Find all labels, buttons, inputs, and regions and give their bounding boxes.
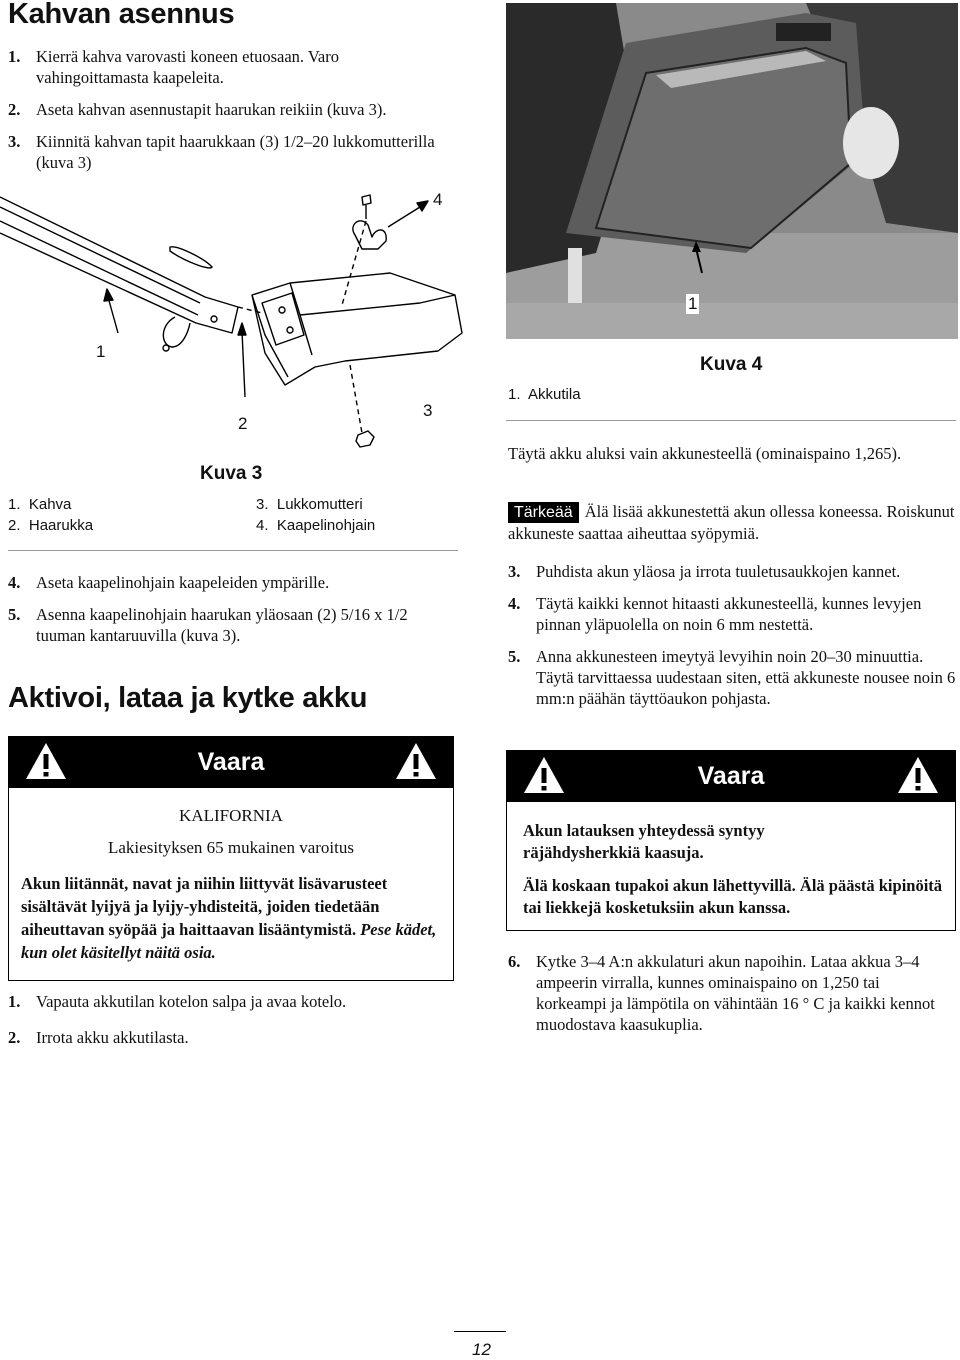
figure-4-caption: Kuva 4 bbox=[700, 354, 763, 375]
list-item: 2. Aseta kahvan asennustapit haarukan reikiin (kuva 3). bbox=[8, 100, 387, 119]
intro-paragraph: Täytä akku aluksi vain akkunesteellä (ominaispaino 1,265). bbox=[508, 444, 902, 463]
figure-3-callout-3: 3 bbox=[423, 401, 433, 420]
figure-4-callout-1: 1 bbox=[688, 294, 698, 313]
list-item: 2. Irrota akku akkutilasta. bbox=[8, 1028, 189, 1047]
charge-steps-list bbox=[508, 951, 948, 1046]
list-item: 1. Kierrä kahva varovasti koneen etuosaan. Varo vahingoittamasta kaapeleita. bbox=[8, 47, 339, 87]
divider bbox=[506, 420, 956, 421]
warning-box bbox=[506, 802, 956, 931]
figure-3-callout-2: 2 bbox=[238, 414, 248, 433]
page-title: Kahvan asennus bbox=[8, 0, 235, 30]
list-item: 3. Kiinnitä kahvan tapit haarukkaan (3) 1/2–20 lukkomutterilla (kuva 3) bbox=[8, 132, 435, 172]
section-title: Aktivoi, lataa ja kytke akku bbox=[8, 682, 368, 714]
figure-3-drawing bbox=[0, 185, 470, 470]
list-item: 4. Täytä kaikki kennot hitaasti akkunesteellä, kunnes levyjen pinnan yläpuolella on noin 6 mm nestettä. bbox=[508, 594, 922, 634]
list-item: 5. Anna akkunesteen imeytyä levyihin noin 20–30 minuuttia. Täytä tarvittaessa uudestaan siten, että akkuneste nousee noin 6 mm:n päähän täyttöaukon pohjasta. bbox=[508, 647, 956, 708]
battery-steps-list bbox=[8, 991, 448, 1059]
important-note: Tärkeää Älä lisää akkunestettä akun ollessa koneessa. Roiskunut akkuneste saattaa aiheuttaa syöpymiä. bbox=[508, 502, 955, 543]
warning-paragraph: Älä koskaan tupakoi akun lähettyvillä. Älä päästä kipinöitä tai liekkejä kosketuksiin akun kanssa. bbox=[523, 876, 943, 917]
cable-guide-steps-list bbox=[8, 572, 448, 657]
warning-triangle-icon bbox=[24, 741, 68, 781]
warning-triangle-icon bbox=[896, 755, 940, 795]
warning-line-1: KALIFORNIA bbox=[179, 806, 283, 825]
list-item: 3. Puhdista akun yläosa ja irrota tuuletusaukkojen kannet. bbox=[508, 562, 901, 581]
list-item: 1. Vapauta akkutilan kotelon salpa ja avaa kotelo. bbox=[8, 992, 347, 1011]
footer-rule bbox=[454, 1331, 506, 1332]
important-badge: Tärkeää bbox=[508, 502, 579, 523]
list-item: 6. Kytke 3–4 A:n akkulaturi akun napoihin. Lataa akkua 3–4 ampeerin virralla, kunnes ominaispaino on 1,250 tai korkeampi ja lämpötila on vähintään 16 ° C ja kaikki kennot muodostava kaasukuplia. bbox=[508, 952, 935, 1034]
warning-header: Vaara bbox=[8, 736, 454, 788]
warning-body: Akun liitännät, navat ja niihin liittyvät lisävarusteet sisältävät lyijyä ja lyijy-yhdisteitä, joiden tiedetään aiheuttavan syöpää ja haittaavan lisääntymistä. Pese kädet, kun olet käsitellyt näitä osia. bbox=[21, 874, 437, 962]
warning-triangle-icon bbox=[522, 755, 566, 795]
divider bbox=[8, 550, 458, 551]
figure-4-photo bbox=[506, 3, 958, 339]
figure-3-caption: Kuva 3 bbox=[200, 463, 263, 484]
handle-steps-list bbox=[8, 46, 448, 184]
list-item: 4. Aseta kaapelinohjain kaapeleiden ympärille. bbox=[8, 573, 330, 592]
warning-box bbox=[8, 788, 454, 981]
handle-tube bbox=[0, 197, 238, 333]
cable-guide bbox=[353, 221, 386, 249]
warning-line-2: Lakiesityksen 65 mukainen varoitus bbox=[108, 838, 354, 857]
warning-triangle-icon bbox=[394, 741, 438, 781]
figure-4-legend: 1. Akkutila bbox=[508, 386, 581, 403]
warning-header: Vaara bbox=[506, 750, 956, 802]
warning-paragraph: Akun latauksen yhteydessä syntyy räjähdysherkkiä kaasuja. bbox=[523, 821, 765, 862]
figure-3-callout-1: 1 bbox=[96, 342, 106, 361]
figure-3-callout-4: 4 bbox=[433, 190, 443, 209]
fill-steps-list bbox=[508, 561, 958, 720]
page-number: 12 bbox=[472, 1340, 491, 1359]
list-item: 5. Asenna kaapelinohjain haarukan yläosaan (2) 5/16 x 1/2 tuuman kantaruuvilla (kuva 3). bbox=[8, 605, 408, 645]
